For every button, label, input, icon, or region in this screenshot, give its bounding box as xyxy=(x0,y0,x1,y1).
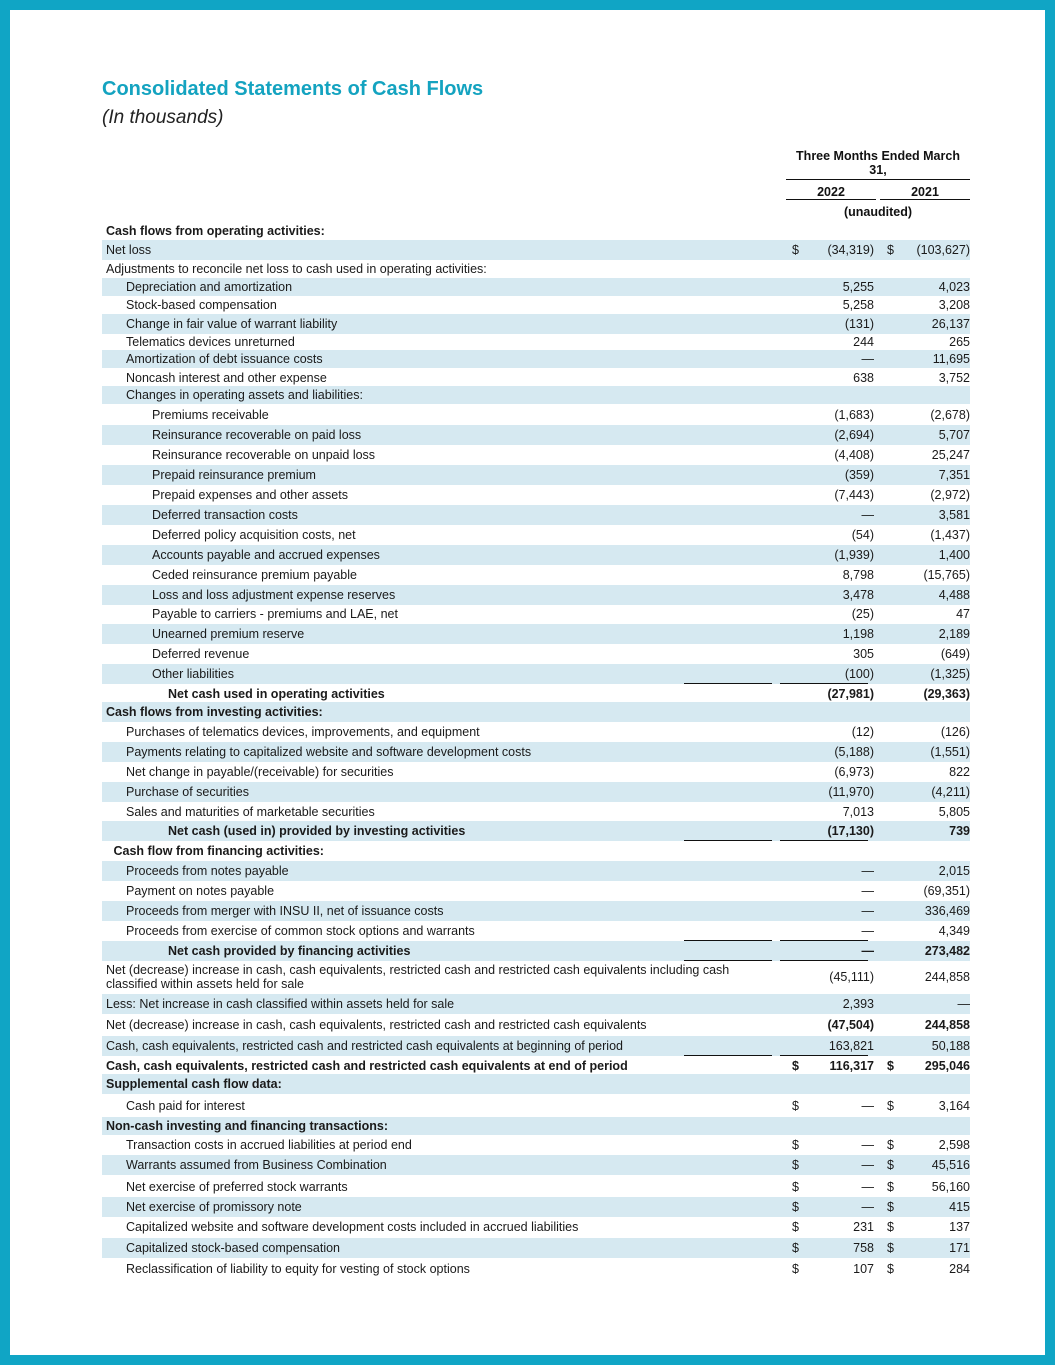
table-row xyxy=(102,1177,970,1197)
value-2021: 2,015 xyxy=(938,864,970,878)
value-2022: (4,408) xyxy=(834,448,874,462)
value-2021: 11,695 xyxy=(932,352,970,366)
row-label: Net cash provided by financing activities xyxy=(168,944,411,958)
value-2022: 305 xyxy=(853,647,874,661)
dollar-sign-2022: $ xyxy=(792,1059,799,1073)
year-2021-rule xyxy=(880,199,970,200)
row-label: Purchases of telematics devices, improvements, and equipment xyxy=(126,725,480,739)
value-2022: — xyxy=(861,508,874,522)
row-label: Net cash (used in) provided by investing activities xyxy=(168,824,466,838)
value-2022: — xyxy=(861,884,874,898)
row-label: Net (decrease) increase in cash, cash equivalents, restricted cash and restricted cash equivalents including cash classified within assets held for sale xyxy=(106,962,730,991)
row-label: Telematics devices unreturned xyxy=(126,335,295,349)
table-row xyxy=(102,1074,970,1094)
table-row xyxy=(102,386,970,404)
unaudited-note: (unaudited) xyxy=(843,205,913,219)
table-row xyxy=(102,1117,970,1135)
value-2021: 295,046 xyxy=(924,1059,970,1073)
value-2022: (25) xyxy=(851,607,874,621)
row-label: Supplemental cash flow data: xyxy=(106,1077,282,1091)
value-2021: 244,858 xyxy=(924,969,970,984)
table-row xyxy=(102,445,970,465)
year-2022-rule xyxy=(786,199,876,200)
row-label: Ceded reinsurance premium payable xyxy=(152,568,357,582)
value-2022: (131) xyxy=(844,317,874,331)
dollar-sign-2021: $ xyxy=(887,1180,894,1194)
row-label: Proceeds from merger with INSU II, net of issuance costs xyxy=(126,904,444,918)
value-2022: — xyxy=(861,904,874,918)
period-header: Three Months Ended March 31, xyxy=(796,149,960,177)
dollar-sign-2022: $ xyxy=(792,1220,799,1234)
table-row xyxy=(102,485,970,505)
table-row xyxy=(102,222,970,240)
dollar-sign-2022: $ xyxy=(792,243,799,257)
table-row xyxy=(102,278,970,296)
table-row xyxy=(102,1135,970,1155)
value-2021: 25,247 xyxy=(931,448,970,462)
value-2022: — xyxy=(861,1138,874,1152)
value-2021: (15,765) xyxy=(923,568,970,582)
row-label: Premiums receivable xyxy=(152,408,269,422)
row-label: Sales and maturities of marketable securities xyxy=(126,805,375,819)
value-2021: 5,805 xyxy=(938,805,970,819)
value-2022: 1,198 xyxy=(842,627,874,641)
row-label: Proceeds from exercise of common stock options and warrants xyxy=(126,924,475,938)
value-2022: — xyxy=(861,1180,874,1194)
value-2021: 3,208 xyxy=(938,298,970,312)
row-label: Net (decrease) increase in cash, cash equivalents, restricted cash and restricted cash equivalents xyxy=(106,1018,647,1032)
table-row xyxy=(102,702,970,722)
value-2022: (45,111) xyxy=(829,969,874,984)
value-2021: 3,164 xyxy=(938,1099,970,1113)
table-row xyxy=(102,604,970,624)
table-row xyxy=(102,545,970,565)
row-label: Payment on notes payable xyxy=(126,884,275,898)
table-row xyxy=(102,742,970,762)
table-row xyxy=(102,505,970,525)
row-label: Warrants assumed from Business Combination xyxy=(126,1158,387,1172)
row-label: Non-cash investing and financing transactions: xyxy=(106,1119,388,1133)
table-row xyxy=(102,465,970,485)
table-row xyxy=(102,405,970,425)
value-2021: 2,598 xyxy=(938,1138,970,1152)
table-row xyxy=(102,802,970,822)
dollar-sign-2021: $ xyxy=(887,243,894,257)
table-row xyxy=(102,334,970,350)
value-2022: (34,319) xyxy=(827,243,874,257)
row-label: Deferred revenue xyxy=(152,647,250,661)
value-2021: 26,137 xyxy=(931,317,970,331)
row-label: Unearned premium reserve xyxy=(152,627,305,641)
value-2021: (4,211) xyxy=(931,785,970,799)
value-2021: 2,189 xyxy=(938,627,970,641)
table-row xyxy=(102,350,970,368)
row-label: Prepaid expenses and other assets xyxy=(152,488,348,502)
value-2021: (103,627) xyxy=(916,243,970,257)
value-2021: 50,188 xyxy=(931,1039,970,1053)
table-row xyxy=(102,722,970,742)
value-2021: 265 xyxy=(949,335,970,349)
row-label: Cash flows from operating activities: xyxy=(106,224,325,238)
value-2022: 8,798 xyxy=(842,568,874,582)
value-2022: (2,694) xyxy=(834,428,874,442)
table-row xyxy=(102,1014,970,1036)
dollar-sign-2022: $ xyxy=(792,1158,799,1172)
table-row xyxy=(102,1238,970,1258)
value-2021: — xyxy=(957,997,970,1011)
value-2021: 3,752 xyxy=(938,371,970,385)
value-2022: 3,478 xyxy=(842,588,874,602)
page-subtitle: (In thousands) xyxy=(102,107,224,128)
value-2022: (359) xyxy=(844,468,874,482)
value-2022: 231 xyxy=(853,1220,874,1234)
value-2021: 47 xyxy=(956,607,970,621)
row-label: Purchase of securities xyxy=(126,785,249,799)
dollar-sign-2021: $ xyxy=(887,1158,894,1172)
value-2021: 244,858 xyxy=(924,1018,970,1032)
row-label: Net exercise of preferred stock warrants xyxy=(126,1180,348,1194)
value-2022: — xyxy=(861,1099,874,1113)
value-2022: (47,504) xyxy=(827,1018,874,1032)
value-2021: 284 xyxy=(949,1262,970,1276)
row-label: Reclassification of liability to equity for vesting of stock options xyxy=(126,1262,470,1276)
value-2022: 107 xyxy=(853,1262,874,1276)
row-label: Net cash used in operating activities xyxy=(168,687,385,701)
row-label: Reinsurance recoverable on paid loss xyxy=(152,428,362,442)
table-row xyxy=(102,841,970,861)
table-row xyxy=(102,881,970,901)
row-label: Transaction costs in accrued liabilities at period end xyxy=(126,1138,412,1152)
value-2021: 415 xyxy=(949,1200,970,1214)
table-row xyxy=(102,1056,970,1076)
value-2022: 163,821 xyxy=(828,1039,874,1053)
table-row xyxy=(102,921,970,941)
table-row xyxy=(102,821,970,841)
row-label: Change in fair value of warrant liability xyxy=(126,317,338,331)
value-2022: 758 xyxy=(853,1241,874,1255)
value-2022: — xyxy=(861,1200,874,1214)
row-label: Net change in payable/(receivable) for securities xyxy=(126,765,394,779)
dollar-sign-2021: $ xyxy=(887,1138,894,1152)
table-row xyxy=(102,314,970,334)
row-label: Cash flows from investing activities: xyxy=(106,705,323,719)
table-row xyxy=(102,585,970,605)
table-row xyxy=(102,762,970,782)
table-row xyxy=(102,1155,970,1175)
table-row xyxy=(102,994,970,1014)
period-header-rule xyxy=(786,179,970,180)
value-2021: 5,707 xyxy=(938,428,970,442)
value-2022: (27,981) xyxy=(827,687,874,701)
row-label: Cash flow from financing activities: xyxy=(113,844,324,858)
dollar-sign-2022: $ xyxy=(792,1200,799,1214)
value-2022: (12) xyxy=(851,725,874,739)
value-2022: — xyxy=(861,944,874,958)
value-2022: (1,683) xyxy=(834,408,874,422)
dollar-sign-2021: $ xyxy=(887,1059,894,1073)
value-2021: 3,581 xyxy=(938,508,970,522)
value-2021: 4,488 xyxy=(938,588,970,602)
value-2022: (100) xyxy=(844,667,874,681)
table-row xyxy=(102,260,970,278)
row-label: Proceeds from notes payable xyxy=(126,864,289,878)
dollar-sign-2022: $ xyxy=(792,1262,799,1276)
value-2021: 336,469 xyxy=(924,904,970,918)
value-2021: 273,482 xyxy=(924,944,970,958)
table-row xyxy=(102,1258,970,1280)
year-2021-header: 2021 xyxy=(911,185,939,199)
dollar-sign-2022: $ xyxy=(792,1180,799,1194)
table-row xyxy=(102,368,970,388)
value-2021: (1,325) xyxy=(930,667,970,681)
value-2022: — xyxy=(861,864,874,878)
dollar-sign-2022: $ xyxy=(792,1138,799,1152)
row-label: Cash, cash equivalents, restricted cash and restricted cash equivalents at beginning of period xyxy=(106,1039,623,1053)
value-2021: (2,972) xyxy=(930,488,970,502)
value-2021: (1,551) xyxy=(930,745,970,759)
table-row xyxy=(102,240,970,260)
row-label: Cash paid for interest xyxy=(126,1099,245,1113)
value-2022: (1,939) xyxy=(834,548,874,562)
table-row xyxy=(102,425,970,445)
dollar-sign-2022: $ xyxy=(792,1241,799,1255)
table-row xyxy=(102,1197,970,1217)
row-label: Capitalized website and software development costs included in accrued liabilities xyxy=(126,1220,579,1234)
value-2021: (126) xyxy=(940,725,970,739)
value-2022: 7,013 xyxy=(842,805,874,819)
row-label: Loss and loss adjustment expense reserves xyxy=(152,588,396,602)
table-row xyxy=(102,565,970,585)
value-2022: (7,443) xyxy=(834,488,874,502)
row-label: Changes in operating assets and liabilities: xyxy=(126,388,363,402)
row-label: Capitalized stock-based compensation xyxy=(126,1241,341,1255)
row-label: Payable to carriers - premiums and LAE, net xyxy=(152,607,398,621)
year-2022-header: 2022 xyxy=(817,185,845,199)
table-row xyxy=(102,644,970,664)
value-2021: 7,351 xyxy=(938,468,970,482)
value-2022: (54) xyxy=(851,528,874,542)
value-2021: 4,349 xyxy=(938,924,970,938)
value-2021: 822 xyxy=(949,765,970,779)
value-2022: 116,317 xyxy=(829,1059,874,1073)
value-2021: 45,516 xyxy=(931,1158,970,1172)
page-title: Consolidated Statements of Cash Flows xyxy=(102,78,484,100)
row-label: Other liabilities xyxy=(152,667,234,681)
value-2022: 5,258 xyxy=(842,298,874,312)
row-label: Less: Net increase in cash classified within assets held for sale xyxy=(106,997,455,1011)
value-2022: 638 xyxy=(853,371,874,385)
row-label: Reinsurance recoverable on unpaid loss xyxy=(152,448,376,462)
table-row xyxy=(102,1094,970,1118)
table-row xyxy=(102,664,970,684)
value-2021: 739 xyxy=(949,824,970,838)
row-label: Noncash interest and other expense xyxy=(126,371,327,385)
value-2022: 2,393 xyxy=(842,997,874,1011)
table-row xyxy=(102,624,970,644)
dollar-sign-2022: $ xyxy=(792,1099,799,1113)
table-row xyxy=(102,1036,970,1056)
row-label: Cash, cash equivalents, restricted cash and restricted cash equivalents at end of period xyxy=(106,1059,628,1073)
value-2022: (6,973) xyxy=(834,765,874,779)
table-row xyxy=(102,296,970,314)
value-2021: 1,400 xyxy=(938,548,970,562)
dollar-sign-2021: $ xyxy=(887,1262,894,1276)
value-2022: (17,130) xyxy=(827,824,874,838)
row-label: Deferred transaction costs xyxy=(152,508,298,522)
value-2021: 4,023 xyxy=(938,280,970,294)
row-label: Net exercise of promissory note xyxy=(126,1200,302,1214)
dollar-sign-2021: $ xyxy=(887,1220,894,1234)
value-2021: (649) xyxy=(940,647,970,661)
row-label: Depreciation and amortization xyxy=(126,280,293,294)
value-2021: (29,363) xyxy=(923,687,970,701)
value-2022: (5,188) xyxy=(834,745,874,759)
dollar-sign-2021: $ xyxy=(887,1241,894,1255)
row-label: Net loss xyxy=(106,243,152,257)
row-label: Accounts payable and accrued expenses xyxy=(152,548,380,562)
value-2022: — xyxy=(861,352,874,366)
value-2021: 56,160 xyxy=(931,1180,970,1194)
value-2022: (11,970) xyxy=(828,785,874,799)
row-label: Deferred policy acquisition costs, net xyxy=(152,528,356,542)
value-2022: — xyxy=(861,924,874,938)
table-row xyxy=(102,961,970,992)
dollar-sign-2021: $ xyxy=(887,1099,894,1113)
value-2021: 171 xyxy=(949,1241,970,1255)
table-row xyxy=(102,1215,970,1239)
row-label: Prepaid reinsurance premium xyxy=(152,468,316,482)
value-2021: 137 xyxy=(949,1220,970,1234)
table-row xyxy=(102,782,970,802)
table-row xyxy=(102,684,970,704)
value-2022: — xyxy=(861,1158,874,1172)
table-row xyxy=(102,901,970,921)
table-row xyxy=(102,861,970,881)
value-2021: (2,678) xyxy=(930,408,970,422)
dollar-sign-2021: $ xyxy=(887,1200,894,1214)
row-label: Stock-based compensation xyxy=(126,298,277,312)
row-label: Amortization of debt issuance costs xyxy=(126,352,323,366)
value-2022: 5,255 xyxy=(842,280,874,294)
value-2021: (69,351) xyxy=(923,884,970,898)
table-row xyxy=(102,525,970,545)
row-label: Adjustments to reconcile net loss to cash used in operating activities: xyxy=(106,262,487,276)
value-2021: (1,437) xyxy=(930,528,970,542)
table-row xyxy=(102,941,970,961)
row-label: Payments relating to capitalized website and software development costs xyxy=(126,745,532,759)
value-2022: 244 xyxy=(853,335,874,349)
